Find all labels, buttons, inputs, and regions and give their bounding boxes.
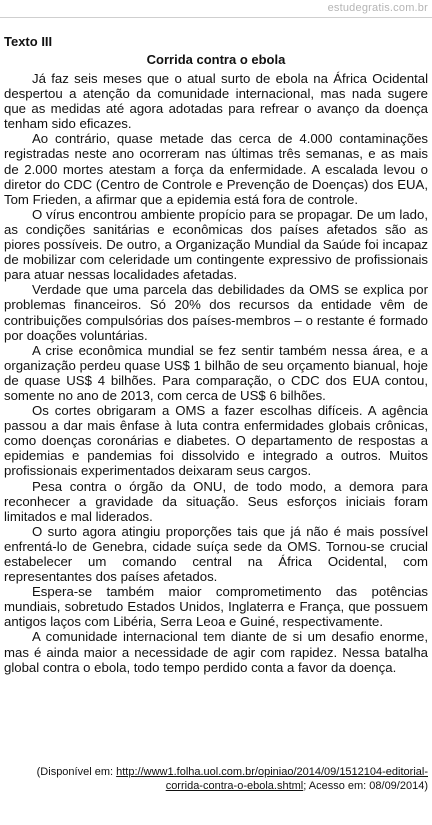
paragraph: Espera-se também maior comprometimento das potências mundiais, sobretudo Estados Unidos, Inglaterra e França, que possuem antigos laços com Libéria, Serra Leoa e Guiné, respectivamente.: [4, 584, 428, 630]
text-label: Texto III: [4, 34, 53, 49]
source-citation: [18, 766, 428, 793]
source-prefix: (Disponível em:: [36, 766, 117, 778]
header-divider: [0, 17, 432, 18]
source-suffix: ; Acesso em: 08/09/2014): [303, 779, 428, 792]
paragraph: Os cortes obrigaram a OMS a fazer escolhas difíceis. A agência passou a dar mais ênfase à luta contra enfermidades globais crônicas, como doenças coronárias e diabetes. O departamento de respostas a epidemias e pandemias foi dissolvido e integrado a outros. Muitos profissionais experimentados deixaram seus cargos.: [4, 403, 428, 479]
paragraph: O vírus encontrou ambiente propício para se propagar. De um lado, as condições sanitárias e econômicas dos países afetados são as piores possíveis. De outro, a Organização Mundial da Saúde foi incapaz de mobilizar com celeridade um contingente expressivo de profissionais para atuar nessas localidades afetadas.: [4, 206, 428, 283]
paragraph: A comunidade internacional tem diante de si um desafio enorme, mas é ainda maior a necessidade de agir com rapidez. Nessa batalha global contra o ebola, todo tempo perdido conta a favor da doença.: [4, 629, 428, 675]
paragraph: Já faz seis meses que o atual surto de ebola na África Ocidental despertou a atenção da comunidade internacional, mas nada sugere que as medidas até agora adotadas para refrear o avanço da doença tenham sido eficazes.: [4, 71, 428, 132]
watermark: estudegratis.com.br: [327, 2, 428, 14]
paragraph: Verdade que uma parcela das debilidades da OMS se explica por problemas financeiros. Só 20% dos recursos da entidade vêm de contribuições compulsórias dos países-membros – o restante é formado por doações voluntárias.: [4, 282, 428, 343]
source-link[interactable]: http://www1.folha.uol.com.br/opiniao/2014/09/1512104-editorial-corrida-contra-o-ebola.shtml: [116, 766, 428, 792]
article-body: [4, 71, 428, 675]
paragraph: Pesa contra o órgão da ONU, de todo modo, a demora para reconhecer a gravidade da situação. Seus esforços iniciais foram limitados e mal liderados.: [4, 478, 428, 524]
paragraph: A crise econômica mundial se fez sentir também nessa área, e a organização perdeu quase US$ 1 bilhão de seu orçamento bianual, hoje de quase US$ 4 bilhões. Para comparação, o CDC dos EUA contou, somente no ano de 2013, com cerca de US$ 6 bilhões.: [4, 342, 428, 403]
article-title: Corrida contra o ebola: [146, 52, 286, 67]
paragraph: O surto agora atingiu proporções tais que já não é mais possível enfrentá-lo de Genebra, cidade suíça sede da OMS. Tornou-se crucial estabelecer um comando central na África Ocidental, com representantes dos países afetados.: [4, 523, 428, 585]
paragraph: Ao contrário, quase metade das cerca de 4.000 contaminações registradas neste ano ocorreram nas últimas três semanas, e as mais de 2.000 mortes atestam a força da enfermidade. A escalada levou o diretor do CDC (Centro de Controle e Prevenção de Doenças) dos EUA, Tom Frieden, a afirmar que a epidemia está fora de controle.: [4, 131, 428, 207]
